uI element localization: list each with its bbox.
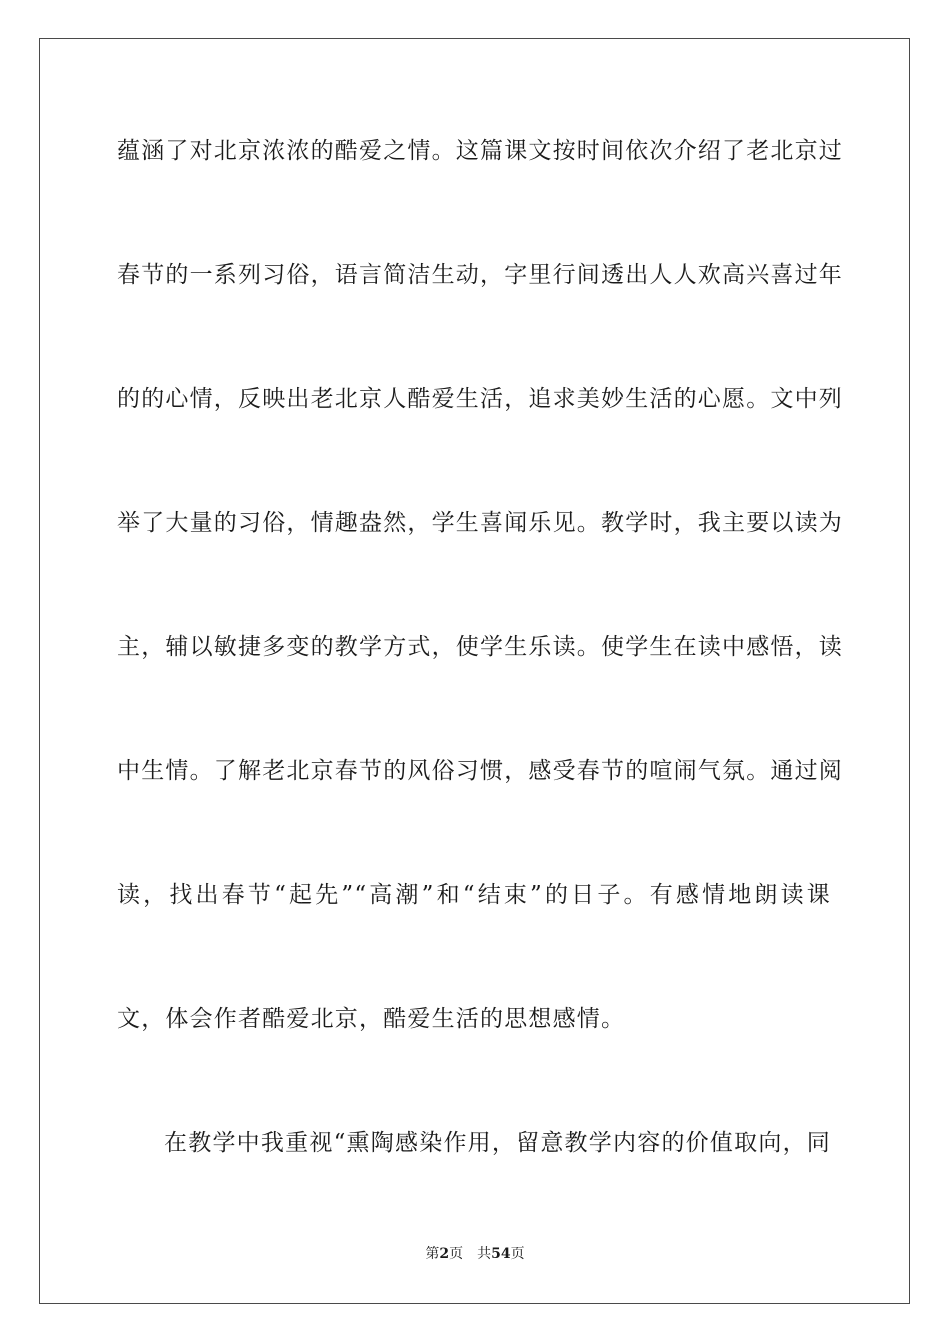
footer-total-prefix: 共 <box>477 1246 492 1262</box>
footer-total-suffix: 页 <box>510 1246 525 1262</box>
footer-page-number: 2 <box>439 1246 450 1262</box>
body-text-line-1: 蕴涵了对北京浓浓的酷爱之情。这篇课文按时间依次介绍了老北京过 <box>117 138 843 164</box>
body-text-line-8: 文，体会作者酷爱北京，酷爱生活的思想感情。 <box>117 1006 626 1032</box>
body-text-line-2: 春节的一系列习俗，语言简洁生动，字里行间透出人人欢高兴喜过年 <box>117 262 843 288</box>
body-text-line-9: 在教学中我重视“熏陶感染作用，留意教学内容的价值取向，同 <box>164 1130 831 1156</box>
body-text-line-3: 的的心情，反映出老北京人酷爱生活，追求美妙生活的心愿。文中列 <box>117 386 843 412</box>
body-text-line-6: 中生情。了解老北京春节的风俗习惯，感受春节的喧闹气氛。通过阅 <box>117 758 843 784</box>
footer-page-prefix: 第 <box>425 1246 440 1262</box>
body-text-line-7: 读，找出春节“起先”“高潮”和“结束”的日子。有感情地朗读课 <box>117 882 831 908</box>
page-border <box>39 38 910 1304</box>
footer-page-suffix: 页 <box>449 1246 464 1262</box>
body-text-line-5: 主，辅以敏捷多变的教学方式，使学生乐读。使学生在读中感悟，读 <box>117 634 843 660</box>
footer-total-pages: 54 <box>491 1246 511 1262</box>
body-text-line-4: 举了大量的习俗，情趣盎然，学生喜闻乐见。教学时，我主要以读为 <box>117 510 843 536</box>
page-footer <box>0 1245 950 1263</box>
